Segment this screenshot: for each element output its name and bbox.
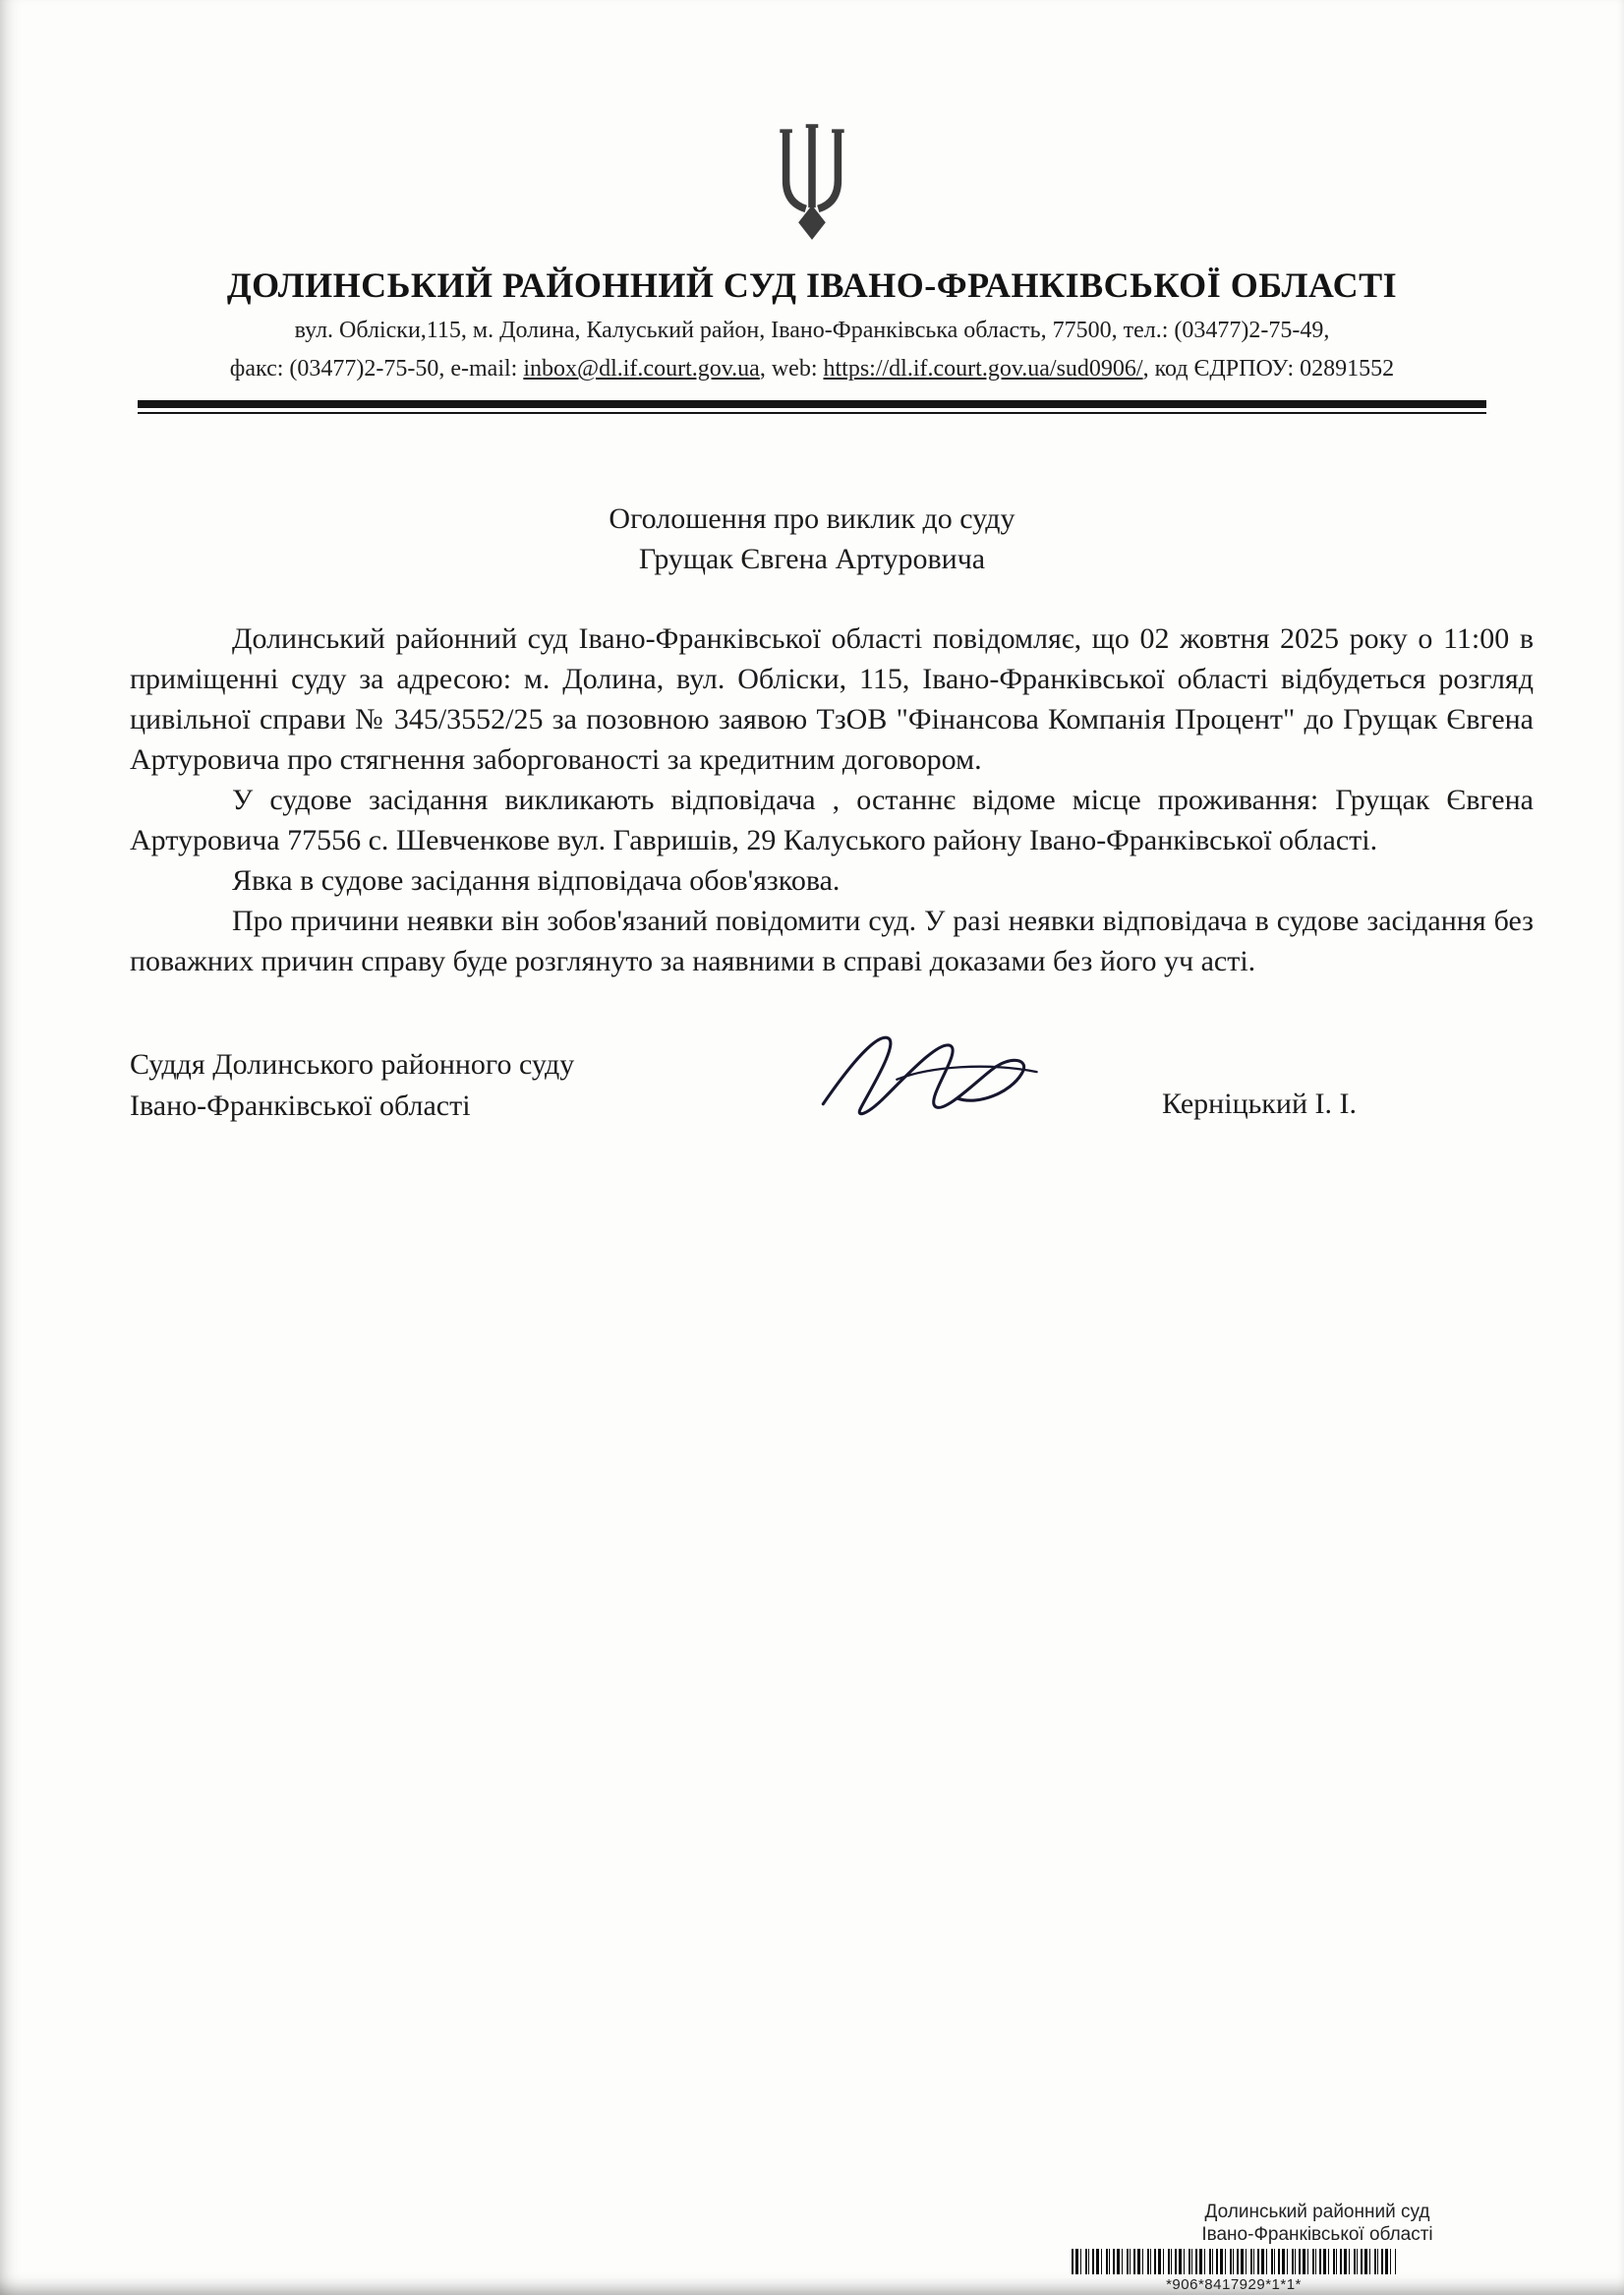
barcode-icon xyxy=(1072,2249,1396,2274)
subject-block xyxy=(0,499,1624,579)
web-url-text: https://dl.if.court.gov.ua/sud0906/ xyxy=(823,356,1143,382)
paragraph-attendance: Явка в судове засідання відповідача обов'язкова. xyxy=(232,864,841,897)
header-divider xyxy=(138,400,1486,414)
handwritten-signature-icon xyxy=(806,1017,1052,1143)
judge-role xyxy=(130,1044,574,1127)
subject-title: Оголошення про виклик до суду xyxy=(609,502,1015,535)
subject-person: Грущак Євгена Артуровича xyxy=(638,543,986,575)
registration-stamp xyxy=(1042,2201,1534,2295)
stamp-court-name-line-2: Івано-Франківської області xyxy=(1201,2224,1433,2245)
judge-name: Керніцький І. І. xyxy=(1162,1088,1357,1120)
barcode-code: *906*8417929*1*1* xyxy=(1166,2276,1302,2293)
letterhead xyxy=(0,0,1624,414)
letter-body xyxy=(130,618,1534,981)
web-separator-text: , web: xyxy=(759,356,824,382)
judge-role-line-1: Суддя Долинського районного суду xyxy=(130,1048,575,1081)
paragraph-absence-consequences: Про причини неявки він зобов'язаний повідомити суд. У разі неявки відповідача в судове засідання без поважних причин справу буде розглянуто за наявними в справі доказами без його уч асті. xyxy=(130,905,1534,977)
paragraph-hearing-notice: Долинський районний суд Івано-Франківської області повідомляє, що 02 жовтня 2025 року о 11:00 в приміщенні суду за адресою: м. Долина, вул. Обліски, 115, Івано-Франківської області відбудеться розгляд цивільної справи № 345/3552/25 за позовною заявою ТзОВ "Фінансова Компанія Процент" до Грущак Євгена Артуровича про стягнення заборгованості за кредитним договором. xyxy=(130,622,1534,776)
header-divider-thick-line xyxy=(138,400,1486,408)
court-title: ДОЛИНСЬКИЙ РАЙОННИЙ СУД ІВАНО-ФРАНКІВСЬКОЇ ОБЛАСТІ xyxy=(226,265,1398,305)
paragraph-defendant-address: У судове засідання викликають відповідача , останнє відоме місце проживання: Грущак Євгена Артуровича 77556 с. Шевченкове вул. Гавришів, 29 Калуського району Івано-Франківської області. xyxy=(130,784,1534,856)
judge-role-line-2: Івано-Франківської області xyxy=(130,1089,471,1122)
address-line-1: вул. Обліски,115, м. Долина, Калуський район, Івано-Франківська область, 77500, тел.: (03477)2-75-49, xyxy=(294,318,1330,343)
edrpou-text: , код ЄДРПОУ: 02891552 xyxy=(1142,356,1395,382)
stamp-court-name xyxy=(1189,2201,1445,2246)
email-text: inbox@dl.if.court.gov.ua xyxy=(523,356,760,382)
ukraine-trident-icon xyxy=(769,120,855,248)
address-line-2 xyxy=(0,356,1624,382)
header-divider-thin-line xyxy=(138,412,1486,414)
fax-text: факс: (03477)2-75-50, e-mail: xyxy=(229,356,524,382)
stamp-court-name-line-1: Долинський районний суд xyxy=(1204,2202,1430,2222)
signature-block xyxy=(0,1044,1624,1251)
